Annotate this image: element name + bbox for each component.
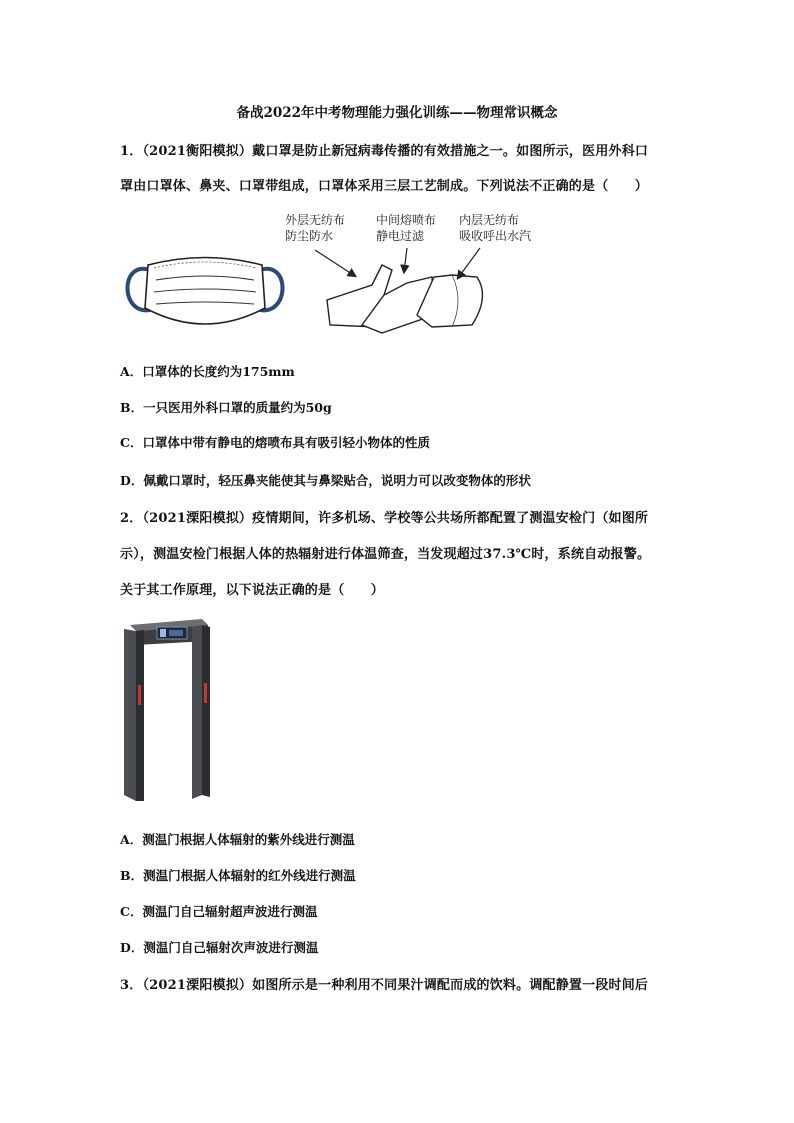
question-2-option-b: B．测温门根据人体辐射的红外线进行测温 (120, 868, 356, 883)
question-2-line-3: 关于其工作原理，以下说法正确的是（ ） (120, 583, 385, 598)
question-1-option-a: A．口罩体的长度约为175mm (120, 364, 295, 379)
question-2-option-c: C．测温门自己辐射超声波进行测温 (120, 904, 318, 919)
middle-layer-label: 中间熔喷布 静电过滤 (376, 213, 437, 243)
question-2-line-2: 示），测温安检门根据人体的热辐射进行体温筛查，当发现超过37.3℃时，系统自动报警。 (120, 547, 651, 562)
security-gate-illustration (122, 615, 217, 805)
question-1-line-1: 1．（2021衡阳模拟）戴口罩是防止新冠病毒传播的有效措施之一。如图所示，医用外科口 (120, 144, 649, 159)
inner-layer-label: 内层无纺布 吸收呼出水汽 (459, 213, 532, 243)
question-1-option-b: B．一只医用外科口罩的质量约为50g (120, 400, 332, 415)
outer-layer-label: 外层无纺布 防尘防水 (285, 213, 346, 243)
question-1-line-2: 罩由口罩体、鼻夹、口罩带组成，口罩体采用三层工艺制成。下列说法不正确的是（ ） (120, 179, 649, 194)
question-2-option-d: D．测温门自己辐射次声波进行测温 (120, 940, 319, 955)
callout-arrows (310, 244, 510, 284)
document-title: 备战2022年中考物理能力强化训练——物理常识概念 (236, 105, 558, 121)
question-2-line-1: 2．（2021溧阳模拟）疫情期间，许多机场、学校等公共场所都配置了测温安检门（如图所 (120, 511, 649, 526)
question-1-option-c: C．口罩体中带有静电的熔喷布具有吸引轻小物体的性质 (120, 435, 430, 450)
question-3-line-1: 3．（2021溧阳模拟）如图所示是一种利用不同果汁调配而成的饮料。调配静置一段时间后 (120, 978, 649, 993)
mask-illustration (120, 240, 290, 340)
question-1-option-d: D．佩戴口罩时，轻压鼻夹能使其与鼻梁贴合，说明力可以改变物体的形状 (120, 473, 531, 488)
question-2-option-a: A．测温门根据人体辐射的紫外线进行测温 (120, 832, 355, 847)
